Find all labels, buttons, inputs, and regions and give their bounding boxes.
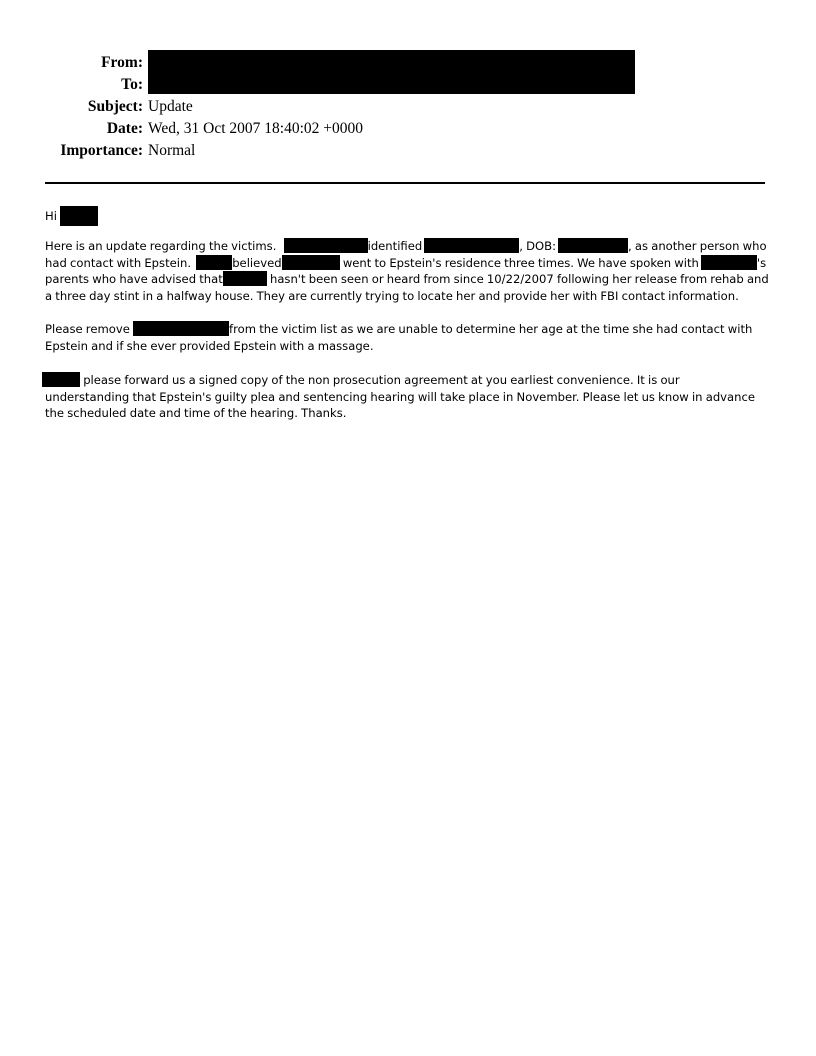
p1-text: hasn't been seen or heard from since 10/22/2007 following her release from rehab and [269, 272, 769, 286]
p2-text: from the victim list as we are unable to determine her age at the time she had contact with [229, 322, 753, 336]
redaction [133, 321, 229, 336]
p1-text: , DOB: [519, 239, 557, 253]
p1-text: went to Epstein's residence three times. We have spoken with [342, 255, 699, 270]
redaction [284, 238, 368, 253]
subject-label: Subject: [87, 98, 143, 115]
p1-text: believed [232, 255, 282, 270]
p1-text: parents who have advised that [45, 272, 223, 286]
from-label: From: [101, 54, 143, 71]
header-divider [45, 182, 765, 184]
p1-text: identified [367, 239, 423, 253]
date-label: Date: [106, 120, 143, 137]
p1-text: Here is an update regarding the victims. [45, 239, 277, 253]
redaction [558, 238, 628, 253]
importance-label: Importance: [60, 142, 143, 159]
redaction [424, 238, 519, 253]
p3-text: understanding that Epstein's guilty plea and sentencing hearing will take place in November. Please let us know in advance [45, 389, 756, 404]
date-value: Wed, 31 Oct 2007 18:40:02 +0000 [148, 120, 364, 137]
subject-value: Update [148, 98, 193, 115]
paragraph-1 [45, 238, 780, 304]
redaction [223, 271, 267, 286]
to-label: To: [121, 76, 143, 93]
paragraph-3 [42, 372, 777, 422]
greeting-text: Hi [45, 209, 57, 223]
redaction [196, 255, 232, 270]
redaction [701, 255, 757, 270]
p2-text: Epstein and if she ever provided Epstein with a massage. [45, 338, 374, 353]
p1-text: 's [756, 255, 767, 270]
greeting [45, 206, 780, 223]
p3-text: the scheduled date and time of the hearing. Thanks. [45, 406, 347, 420]
p2-text: Please remove [45, 322, 130, 336]
importance-value: Normal [148, 142, 196, 159]
redaction [42, 372, 80, 387]
p1-text: , as another person who [628, 239, 767, 253]
redaction [282, 255, 340, 270]
redaction [60, 206, 98, 226]
from-to-redaction [148, 50, 635, 94]
p1-text: a three day stint in a halfway house. They are currently trying to locate her and provide her with FBI contact information. [45, 288, 739, 303]
p1-text: had contact with Epstein. [45, 255, 192, 270]
p3-text: please forward us a signed copy of the non prosecution agreement at you earliest convenience. It is our [83, 373, 680, 387]
paragraph-2 [45, 321, 780, 354]
